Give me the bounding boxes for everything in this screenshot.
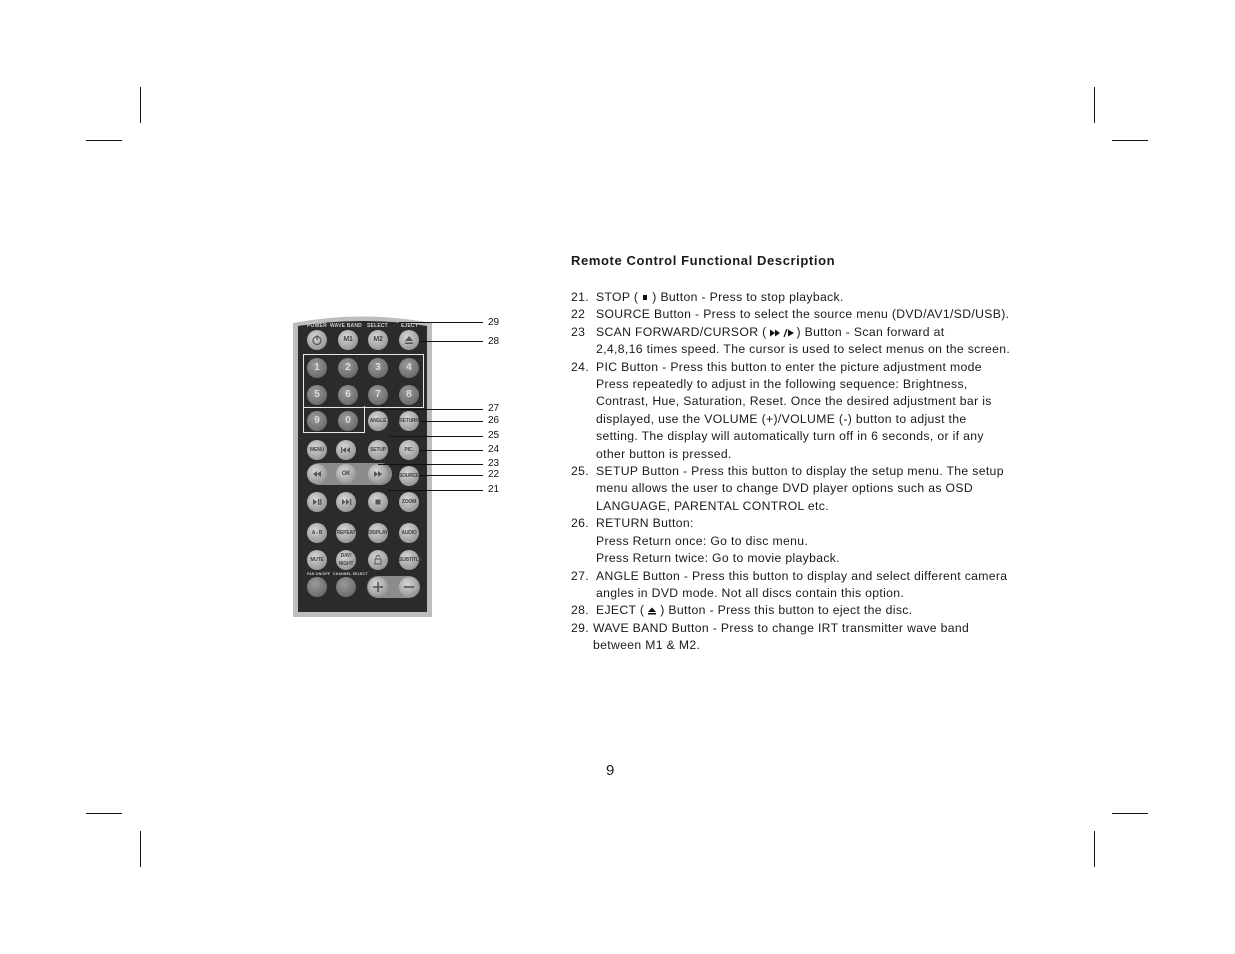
digit-3-button[interactable]: 3 <box>368 358 388 378</box>
item-text: displayed, use the VOLUME (+)/VOLUME (-) button to adjust the <box>596 411 967 426</box>
m2-button[interactable]: M2 <box>368 330 388 350</box>
scan-forward-button[interactable] <box>368 464 388 484</box>
item-text: Contrast, Hue, Saturation, Reset. Once the desired adjustment bar is <box>596 394 992 409</box>
item-text: RETURN Button: <box>596 516 694 531</box>
item-text: ) Button - Press this button to eject the disc. <box>660 603 913 618</box>
item-number: 26. <box>571 516 589 531</box>
stop-button[interactable] <box>368 492 388 512</box>
callout-line <box>388 490 483 491</box>
list-item <box>571 620 1041 655</box>
item-number: 29. <box>571 620 589 635</box>
callout-28: 28 <box>488 336 500 347</box>
digit-7-button[interactable]: 7 <box>368 385 388 405</box>
stop-icon <box>638 292 652 304</box>
digit-1-button[interactable]: 1 <box>307 358 327 378</box>
callout-25: 25 <box>488 430 500 441</box>
zoom-button[interactable]: ZOOM <box>399 492 419 512</box>
volume-up-button[interactable] <box>368 577 388 597</box>
item-number: 28. <box>571 603 589 618</box>
crop-mark <box>140 87 141 123</box>
return-button[interactable]: RETURN <box>399 411 419 431</box>
menu-button[interactable]: MENU <box>307 440 327 460</box>
item-number: 25. <box>571 464 589 479</box>
callout-line <box>419 341 483 342</box>
digit-5-button[interactable]: 5 <box>307 385 327 405</box>
ok-button[interactable]: OK <box>336 464 356 484</box>
list-item <box>571 324 1041 359</box>
plus-icon <box>368 577 388 597</box>
prev-button[interactable] <box>336 440 356 460</box>
digit-0-button[interactable]: 0 <box>338 411 358 431</box>
crop-mark <box>1094 87 1095 123</box>
digit-6-button[interactable]: 6 <box>338 385 358 405</box>
skip-back-icon <box>336 440 356 460</box>
item-text: Press Return once: Go to disc menu. <box>596 533 809 548</box>
crop-mark <box>1112 140 1148 141</box>
list-item <box>571 306 1041 323</box>
mute-button[interactable]: MUTE <box>307 550 327 570</box>
callout-23: 23 <box>488 458 500 469</box>
list-item <box>571 289 1041 306</box>
description-list <box>571 289 1041 655</box>
lock-button[interactable] <box>368 550 388 570</box>
eject-icon <box>399 330 419 350</box>
callout-line <box>399 322 483 323</box>
volume-down-button[interactable] <box>399 577 419 597</box>
item-text: SOURCE Button - Press to select the source menu (DVD/AV1/SD/USB). <box>596 307 1010 322</box>
list-item <box>571 515 1041 567</box>
channel-select-button[interactable] <box>336 577 356 597</box>
skip-forward-icon <box>336 492 356 512</box>
pic-button[interactable]: PIC. <box>399 440 419 460</box>
callout-line <box>380 409 483 410</box>
callout-24: 24 <box>488 444 500 455</box>
repeat-button[interactable]: REPEAT <box>336 523 356 543</box>
item-text: ) Button - Scan forward at <box>796 324 945 339</box>
item-text: ANGLE Button - Press this button to display and select different camera <box>596 568 1008 583</box>
digit-8-button[interactable]: 8 <box>399 385 419 405</box>
item-text: SETUP Button - Press this button to display the setup menu. The setup <box>596 464 1004 479</box>
digit-9-button[interactable]: 9 <box>307 411 327 431</box>
item-text: ) Button - Press to stop playback. <box>652 290 844 304</box>
eject-icon <box>644 605 660 617</box>
item-text: Press repeatedly to adjust in the following sequence: Brightness, <box>596 377 968 392</box>
digit-2-button[interactable]: 2 <box>338 358 358 378</box>
m1-button[interactable]: M1 <box>338 330 358 350</box>
stop-icon <box>368 492 388 512</box>
setup-button[interactable]: SETUP <box>368 440 388 460</box>
minus-icon <box>399 577 419 597</box>
crop-mark <box>140 831 141 867</box>
display-button[interactable]: DISPLAY <box>368 523 388 543</box>
item-text: SCAN FORWARD/CURSOR ( <box>596 324 767 339</box>
item-text: other button is pressed. <box>596 446 732 461</box>
scan-back-button[interactable] <box>307 464 327 484</box>
callout-27: 27 <box>488 403 500 414</box>
source-button[interactable]: SOURCE <box>399 466 419 486</box>
day-night-button[interactable]: DAY/ NIGHT <box>336 550 356 570</box>
list-item <box>571 602 1041 619</box>
item-number: 27. <box>571 568 589 583</box>
list-item <box>571 463 1041 515</box>
crop-mark <box>86 140 122 141</box>
callout-line <box>420 450 483 451</box>
ab-button[interactable]: A - B <box>307 523 327 543</box>
rewind-icon <box>307 464 327 484</box>
item-text: Press Return twice: Go to movie playback. <box>596 551 840 566</box>
callout-line <box>420 475 483 476</box>
scan-forward-cursor-icon <box>767 327 797 339</box>
item-text: setting. The display will automatically turn off in 6 seconds, or if any <box>596 429 984 444</box>
callout-line <box>389 436 483 437</box>
callout-line <box>420 421 483 422</box>
item-number: 23 <box>571 324 586 339</box>
remote-label-power: POWER <box>307 323 327 329</box>
audio-button[interactable]: AUDIO <box>399 523 419 543</box>
remote-label-select: SELECT <box>367 323 388 329</box>
remote-label-eject: EJECT <box>401 323 419 329</box>
angle-button[interactable]: ANGLE <box>368 411 388 431</box>
item-text: between M1 & M2. <box>593 638 701 653</box>
subtitle-button[interactable]: SUBTITLE <box>399 550 419 570</box>
lock-icon <box>368 550 388 570</box>
power-icon <box>307 330 327 350</box>
remote-control-illustration <box>292 314 433 618</box>
remote-label-fan: FAN ON/OFF <box>307 572 331 576</box>
item-text: angles in DVD mode. Not all discs contain this option. <box>596 585 905 600</box>
page-number: 9 <box>606 762 615 779</box>
crop-mark <box>1112 813 1148 814</box>
eject-button[interactable] <box>399 330 419 350</box>
item-number: 22 <box>571 307 586 322</box>
item-text: WAVE BAND Button - Press to change IRT transmitter wave band <box>593 620 970 635</box>
power-button[interactable] <box>307 330 327 350</box>
fast-forward-icon <box>368 464 388 484</box>
crop-mark <box>86 813 122 814</box>
list-item <box>571 568 1041 603</box>
page-title: Remote Control Functional Description <box>571 253 836 268</box>
callout-29: 29 <box>488 317 500 328</box>
digit-4-button[interactable]: 4 <box>399 358 419 378</box>
callout-line <box>378 464 483 465</box>
item-number: 24. <box>571 359 589 374</box>
item-text: LANGUAGE, PARENTAL CONTROL etc. <box>596 498 829 513</box>
fan-button[interactable] <box>307 577 327 597</box>
callout-22: 22 <box>488 469 500 480</box>
item-text: EJECT ( <box>596 603 645 618</box>
item-text: menu allows the user to change DVD player options such as OSD <box>596 481 974 496</box>
callout-21: 21 <box>488 484 500 495</box>
remote-label-channel: CHANNEL SELECT <box>333 572 368 576</box>
list-item <box>571 359 1041 463</box>
callout-26: 26 <box>488 415 500 426</box>
remote-label-wave-band: WAVE BAND <box>330 323 362 329</box>
next-button[interactable] <box>336 492 356 512</box>
play-pause-button[interactable] <box>307 492 327 512</box>
crop-mark <box>1094 831 1095 867</box>
item-text: STOP ( <box>596 290 639 304</box>
item-number: 21. <box>571 290 589 304</box>
item-text: 2,4,8,16 times speed. The cursor is used to select menus on the screen. <box>596 342 1011 357</box>
play-pause-icon <box>307 492 327 512</box>
item-text: PIC Button - Press this button to enter the picture adjustment mode <box>596 359 982 374</box>
